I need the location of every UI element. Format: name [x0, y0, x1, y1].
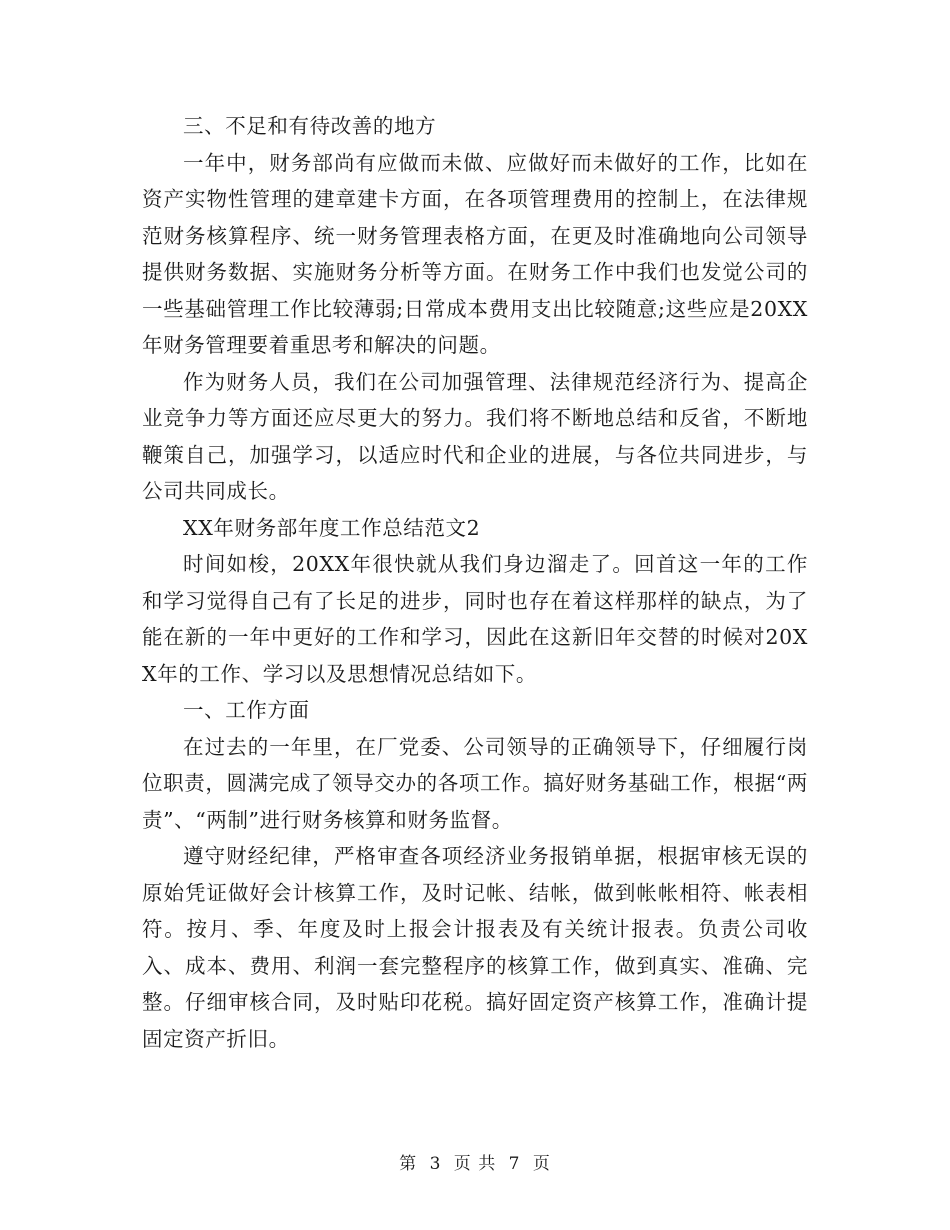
- document-body: [142, 108, 808, 1057]
- footer-total-pages: 7: [508, 1154, 521, 1174]
- footer-middle: 页 共: [453, 1154, 497, 1174]
- paragraph-work-overview: 在过去的一年里，在厂党委、公司领导的正确领导下，仔细履行岗位职责，圆满完成了领导交办的各项工作。搞好财务基础工作，根据“两责”、“两制”进行财务核算和财务监督。: [142, 734, 808, 832]
- page-footer: [0, 1152, 950, 1176]
- paragraph-accounting-discipline: 遵守财经纪律，严格审查各项经济业务报销单据，根据审核无误的原始凭证做好会计核算工作，及时记帐、结帐，做到帐帐相符、帐表相符。按月、季、年度及时上报会计报表及有关统计报表。负责公司收入、成本、费用、利润一套完整程序的核算工作，做到真实、准确、完整。仔细审核合同，及时贴印花税。搞好固定资产核算工作，准确计提固定资产折旧。: [142, 844, 808, 1051]
- article-title-2: XX年财务部年度工作总结范文2: [183, 515, 481, 540]
- footer-prefix: 第: [399, 1154, 418, 1174]
- paragraph-intro: 时间如梭，20XX年很快就从我们身边溜走了。回首这一年的工作和学习觉得自己有了长足的进步，同时也存在着这样那样的缺点，为了能在新的一年中更好的工作和学习，因此在这新旧年交替的时候对20XX年的工作、学习以及思想情况总结如下。: [142, 552, 808, 686]
- paragraph-shortcomings-detail: 一年中，财务部尚有应做而未做、应做好而未做好的工作，比如在资产实物性管理的建章建卡方面，在各项管理费用的控制上，在法律规范财务核算程序、统一财务管理表格方面，在更及时准确地向公司领导提供财务数据、实施财务分析等方面。在财务工作中我们也发觉公司的一些基础管理工作比较薄弱;日常成本费用支出比较随意;这些应是20XX年财务管理要着重思考和解决的问题。: [142, 150, 808, 357]
- section-heading-work: 一、工作方面: [183, 698, 310, 722]
- footer-suffix: 页: [532, 1154, 551, 1174]
- section-heading-shortcomings: 三、不足和有待改善的地方: [183, 114, 437, 138]
- paragraph-commitment: 作为财务人员，我们在公司加强管理、法律规范经济行为、提高企业竞争力等方面还应尽更大的努力。我们将不断地总结和反省，不断地鞭策自己，加强学习，以适应时代和企业的进展，与各位共同进步，与公司共同成长。: [142, 369, 808, 503]
- footer-current-page: 3: [429, 1154, 442, 1174]
